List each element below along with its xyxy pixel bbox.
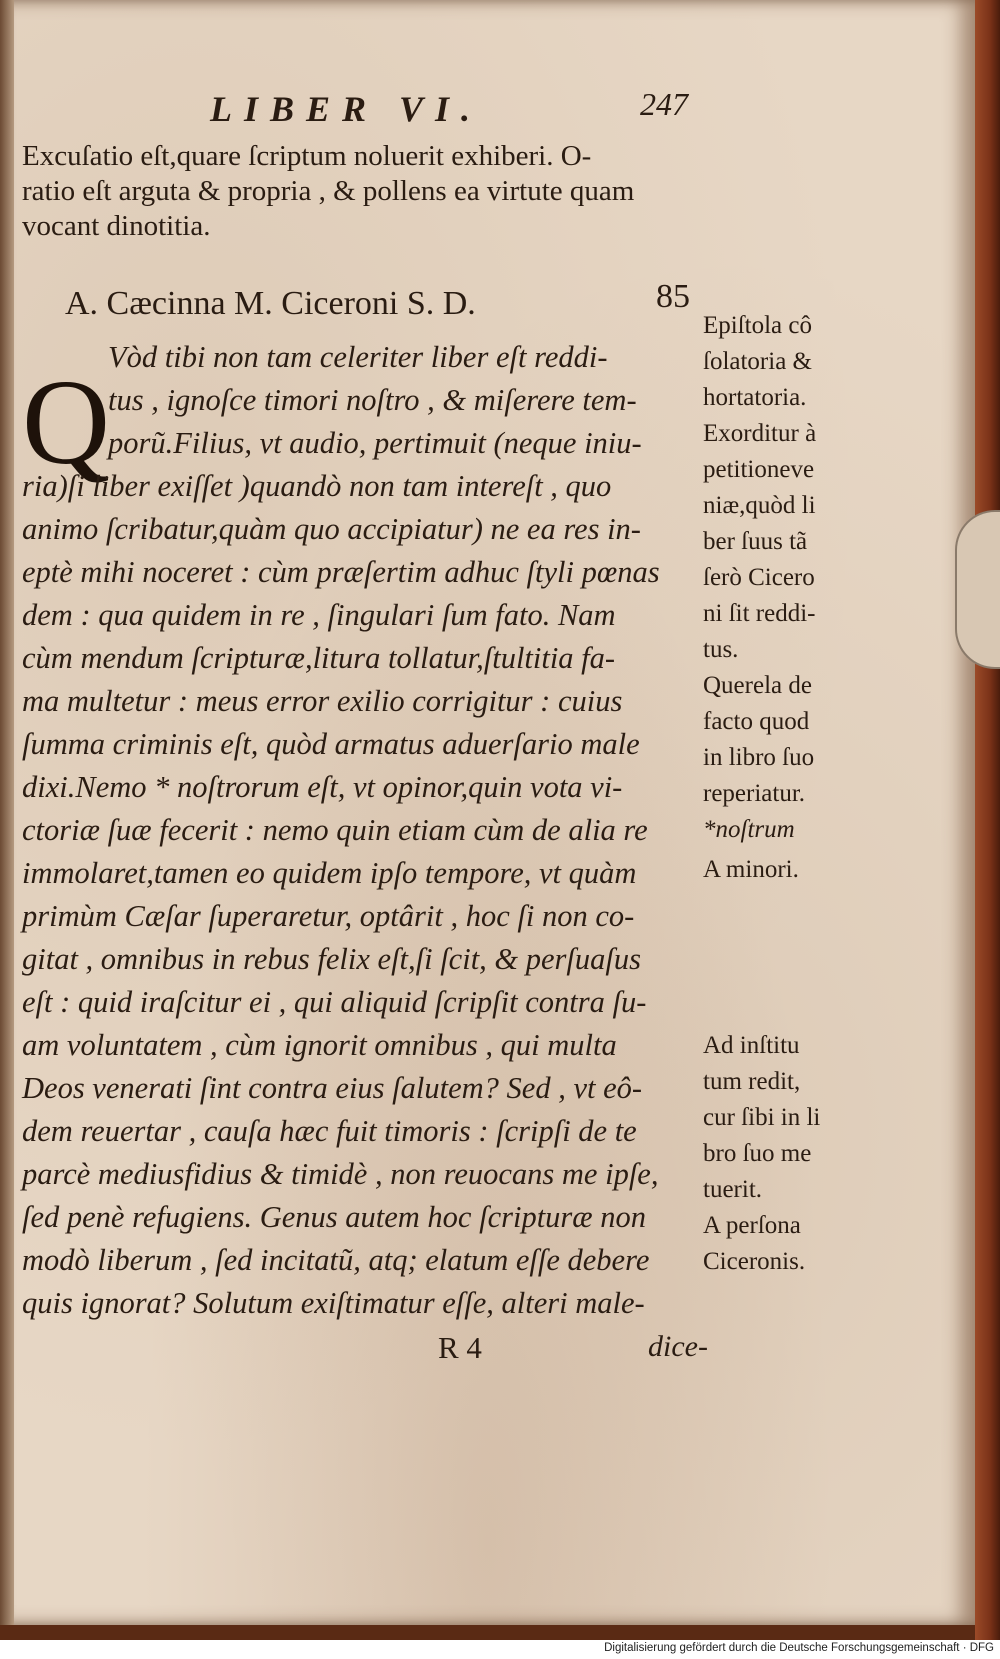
body-line: ſed penè refugiens. Genus autem hoc ſcripturæ non <box>22 1200 647 1234</box>
margin-note: ni ſit reddi- <box>703 600 816 627</box>
margin-note: facto quod <box>703 708 810 735</box>
body-line: ctoriæ ſuæ fecerit : nemo quin etiam cùm de alia re <box>22 813 648 847</box>
body-line: modò liberum , ſed incitatũ, atq; elatum eſſe debere <box>22 1243 650 1277</box>
margin-note: Epiſtola cô <box>703 312 812 339</box>
body-line: immolaret,tamen eo quidem ipſo tempore, vt quàm <box>22 856 637 890</box>
intro-line: Excuſatio eſt,quare ſcriptum noluerit exhiberi. O- <box>22 140 592 172</box>
letter-number: 85 <box>656 278 690 315</box>
body-line: tus , ignoſce timori noſtro , & miſerere tem- <box>108 383 637 417</box>
body-line: ria)ſi liber exiſſet )quandò non tam intereſt , quo <box>22 469 612 503</box>
margin-note: Ad inſtitu <box>703 1032 800 1059</box>
body-line: dem reuertar , cauſa hæc fuit timoris : ſcripſi de te <box>22 1114 637 1148</box>
margin-note: niæ,quòd li <box>703 492 816 519</box>
intro-line: ratio eſt arguta & propria , & pollens ea virtute quam <box>22 175 635 207</box>
body-line: ſumma criminis eſt, quòd armatus aduerſario male <box>22 727 640 761</box>
margin-note: tuerit. <box>703 1176 763 1203</box>
body-line: eptè mihi noceret : cùm præſertim adhuc ſtyli pœnas <box>22 555 660 589</box>
margin-note: ſerò Cicero <box>703 564 815 591</box>
body-line: gitat , omnibus in rebus felix eſt,ſi ſcit, & perſuaſus <box>22 942 641 976</box>
margin-note: Querela de <box>703 672 812 699</box>
margin-note: tus. <box>703 636 739 663</box>
margin-note: cur ſibi in li <box>703 1104 821 1131</box>
body-line: eſt : quid iraſcitur ei , qui aliquid ſcripſit contra ſu- <box>22 985 647 1019</box>
page-gutter <box>0 0 14 1625</box>
margin-note: ber ſuus tã <box>703 528 808 555</box>
body-line: parcè mediusfidius & timidè , non reuocans me ipſe, <box>22 1157 659 1191</box>
margin-note: hortatoria. <box>703 384 807 411</box>
catchword: dice- <box>648 1330 708 1363</box>
intro-line: vocant dinotitia. <box>22 210 211 242</box>
margin-note: Ciceronis. <box>703 1248 806 1275</box>
drop-initial: Q <box>22 355 111 490</box>
body-line: Vòd tibi non tam celeriter liber eſt reddi- <box>108 340 608 374</box>
page-number: 247 <box>640 86 688 122</box>
running-title: LIBER VI. <box>210 89 483 129</box>
margin-note: A minori. <box>703 856 799 883</box>
signature-mark: R 4 <box>438 1330 482 1365</box>
margin-note: Exorditur à <box>703 420 817 447</box>
body-line: quis ignorat? Solutum exiſtimatur eſſe, alteri male- <box>22 1286 645 1320</box>
letter-title: A. Cæcinna M. Ciceroni S. D. <box>65 285 476 322</box>
digitization-credit: Digitalisierung gefördert durch die Deutsche Forschungsgemeinschaft · DFG <box>604 1642 994 1654</box>
book-edge <box>975 0 1000 1640</box>
body-line: primùm Cæſar ſuperaretur, optârit , hoc ſi non co- <box>22 899 635 933</box>
margin-note: petitioneve <box>703 456 815 483</box>
body-line: dixi.Nemo * noſtrorum eſt, vt opinor,quin vota vi- <box>22 770 623 804</box>
body-line: porũ.Filius, vt audio, pertimuit (neque iniu- <box>108 426 642 460</box>
page-tab-marker <box>955 510 1000 669</box>
margin-note: A perſona <box>703 1212 801 1239</box>
margin-note: bro ſuo me <box>703 1140 812 1167</box>
body-line: animo ſcribatur,quàm quo accipiatur) ne ea res in- <box>22 512 641 546</box>
body-line: ma multetur : meus error exilio corrigitur : cuius <box>22 684 623 718</box>
margin-note: *noſtrum <box>703 816 795 843</box>
margin-note: in libro ſuo <box>703 744 815 771</box>
margin-note: ſolatoria & <box>703 348 812 375</box>
body-line: am voluntatem , cùm ignorit omnibus , qui multa <box>22 1028 617 1062</box>
margin-note: reperiatur. <box>703 780 806 807</box>
body-line: dem : qua quidem in re , ſingulari ſum fato. Nam <box>22 598 616 632</box>
body-line: cùm mendum ſcripturæ,litura tollatur,ſtultitia fa- <box>22 641 616 675</box>
body-line: Deos venerati ſint contra eius ſalutem? Sed , vt eô- <box>22 1071 643 1105</box>
margin-note: tum redit, <box>703 1068 801 1095</box>
